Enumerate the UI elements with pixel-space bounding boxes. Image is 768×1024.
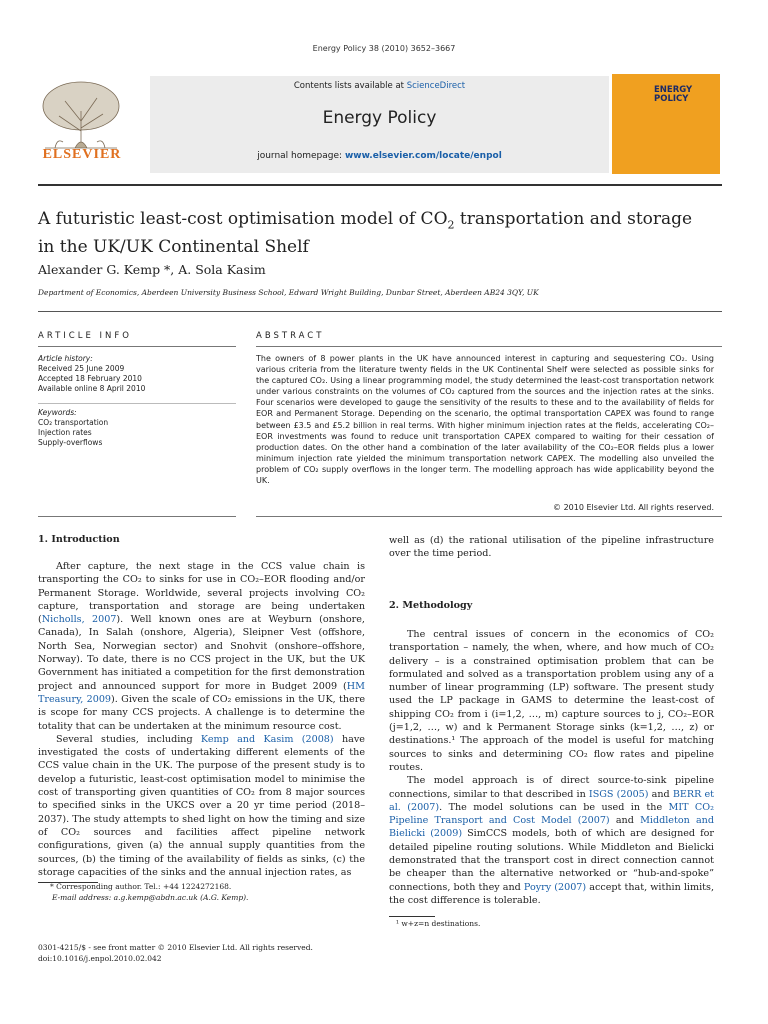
history-label: Article history: — [38, 354, 93, 363]
homepage-link[interactable]: www.elsevier.com/locate/enpol — [344, 151, 502, 161]
issn-line: 0301-4215/$ - see front matter © 2010 Elsevier Ltd. All rights reserved. — [38, 943, 313, 952]
email-address: E-mail address: a.g.kemp@abdn.ac.uk (A.G. Kemp). — [52, 893, 249, 902]
text-run: Several studies, including — [56, 733, 201, 745]
article-info-heading: ARTICLE INFO — [38, 331, 132, 341]
accepted-date: Accepted 18 February 2010 — [38, 374, 142, 383]
affiliation: Department of Economics, Aberdeen University Business School, Edward Wright Building, Dunbar Street, Aberdeen AB24 3QY, UK — [38, 288, 539, 297]
intro-paragraph-2 — [38, 733, 365, 879]
article-info-rule — [38, 346, 236, 347]
citation-link[interactable]: Middleton and Bielicki (2009) — [389, 815, 715, 840]
doi-line[interactable]: doi:10.1016/j.enpol.2010.02.042 — [38, 954, 162, 963]
citation-link[interactable]: Kemp and Kasim (2008) — [200, 733, 334, 745]
journal-cover-thumbnail — [612, 74, 720, 174]
citation-link[interactable]: HM Treasury, 2009 — [38, 680, 365, 705]
title-subscript: 2 — [447, 218, 455, 232]
right-column-continuation — [389, 534, 714, 561]
keyword: Supply-overflows — [38, 438, 103, 447]
keyword: Injection rates — [38, 428, 92, 437]
text-run: accept that, within limits, the cost difference is tolerable. — [389, 881, 714, 906]
article-history — [38, 354, 236, 394]
journal-reference: Energy Policy 38 (2010) 3652–3667 — [312, 44, 456, 53]
contents-line — [150, 81, 609, 91]
cover-title — [654, 86, 714, 104]
abstract-rule-bottom — [256, 516, 722, 517]
received-date: Received 25 June 2009 — [38, 364, 125, 373]
keywords — [38, 408, 236, 448]
keywords-label: Keywords: — [38, 408, 77, 417]
cover-title-line2: POLICY — [654, 94, 689, 104]
cover-title-line1: ENERGY — [654, 85, 693, 95]
right-column — [389, 628, 714, 907]
abstract-heading: ABSTRACT — [256, 331, 325, 341]
article-info-mid-rule — [38, 403, 236, 404]
footnote-1: ¹ w+z=n destinations. — [396, 919, 481, 928]
header-divider — [38, 184, 722, 186]
title-part2: transportation and storage — [454, 209, 693, 229]
online-date: Available online 8 April 2010 — [38, 384, 146, 393]
abstract-rule-top — [256, 346, 722, 347]
sciencedirect-link[interactable]: ScienceDirect — [406, 81, 466, 91]
article-title — [38, 208, 728, 258]
methodology-heading: 2. Methodology — [389, 600, 473, 611]
corresponding-author-footnote — [38, 881, 368, 903]
title-divider — [38, 311, 722, 312]
citation-link[interactable]: MIT CO₂ Pipeline Transport and Cost Model (2007) — [389, 801, 714, 827]
article-info-rule-bottom — [38, 516, 236, 517]
text-run: After capture, the next stage in the CCS value chain is transporting the CO₂ to sinks for use in CO₂–EOR flooding and/or Permanent Storage. Worldwide, several projects involving CO₂ capture, transportation and storage are being undertaken ( — [38, 561, 365, 626]
corresponding-author: * Corresponding author. Tel.: +44 1224272168. — [50, 882, 232, 891]
authors: Alexander G. Kemp *, A. Sola Kasim — [38, 262, 266, 277]
title-part1: A futuristic least-cost optimisation model of CO — [38, 209, 448, 229]
elsevier-wordmark: ELSEVIER — [42, 147, 122, 162]
publication-info — [38, 942, 398, 964]
keyword: CO₂ transportation — [38, 418, 109, 427]
contents-prefix: Contents lists available at — [293, 81, 407, 91]
text-run: have investigated the costs of undertaking different elements of the CCS value chain in the UK. The purpose of the present study is to develop a futuristic, least-cost optimisation model to minimise the cost of transporting given quantities of CO₂ from 8 major sources to specified sinks in the UKCS over a 20 yr time period (2018–2037). The study attempts to shed light on how the timing and size of CO₂ sources and facilities affect pipeline network configurations, given (a) the annual supply quantities from the sources, (b) the timing of the availability of fields as sinks, (c) the storage capacities of the sinks and the annual injection rates, as — [38, 733, 365, 878]
text-run: ). Well known ones are at Weyburn (onshore, Canada), In Salah (onshore, Algeria), Sleipner Vest (offshore, North Sea, Norwegian sector) and Snohvit (onshore–offshore, Norway). To date, there is no CCS project in the UK, but the UK Government has initiated a competition for the first demonstration project and announced support for more in Budget 2009 ( — [38, 614, 365, 692]
abstract-copyright: © 2010 Elsevier Ltd. All rights reserved. — [553, 503, 714, 512]
footnote-rule — [389, 916, 435, 917]
text-run: ). Given the scale of CO₂ emissions in the UK, there is scope for many CCS projects. A challenge is to determine the totality that can be undertaken at the minimum resource cost. — [38, 693, 365, 732]
homepage-prefix: journal homepage: — [257, 151, 345, 161]
intro-continuation: well as (d) the rational utilisation of the pipeline infrastructure over the time period. — [389, 535, 714, 560]
journal-name: Energy Policy — [322, 108, 437, 128]
homepage-line — [150, 151, 609, 161]
methodology-paragraph-2 — [389, 774, 714, 907]
text-run: and — [609, 815, 641, 827]
text-run: . The model solutions can be used in the — [439, 801, 669, 813]
abstract-text: The owners of 8 power plants in the UK have announced interest in capturing and sequestering CO₂. Using various criteria from the literature twenty fields in the UK Continental Shelf were selected as possible sinks for the captured CO₂. Using a linear programming model, the study determined the least-cost transportation network under various constraints on the volumes of CO₂ captured from the sources and the injection rates at the sinks. Four scenarios were developed to gauge the sensitivity of the results to these and to the availability of fields for EOR and Permanent Storage. Depending on the scenario, the optimal transportation CAPEX was found to range between £3.5 and £5.2 billion in real terms. With higher minimum injection rates at the fields, accelerating CO₂–EOR investments was found to reduce unit transportation CAPEX compared to waiting for their cessation of production dates. On the other hand a combination of the later availability of the CO₂–EOR fields plus a lower minimum injection rate yielded the minimum transportation network CAPEX. The modelling also unveiled the problem of CO₂ supply overflows in the longer term. The modelling approach has wide applicability beyond the UK. — [256, 354, 714, 486]
introduction-heading: 1. Introduction — [38, 534, 120, 545]
text-run: and — [648, 788, 673, 800]
intro-paragraph-1 — [38, 560, 365, 733]
citation-link[interactable]: BERR et al. (2007) — [389, 788, 714, 813]
text-run: SimCCS models, both of which are designed for detailed pipeline routing solutions. While Middleton and Bielicki demonstrated that the transport cost in direct connection cannot be cheaper than the alternative networked or “hub-and-spoke” connections, both they and — [389, 828, 714, 893]
citation-link[interactable]: ISGS (2005) — [588, 788, 649, 800]
text-run: The model approach is of direct source-to-sink pipeline connections, similar to that described in — [389, 775, 714, 800]
left-column — [38, 560, 365, 879]
title-line2: in the UK/UK Continental Shelf — [38, 237, 309, 258]
citation-link[interactable]: Poyry (2007) — [523, 881, 587, 893]
methodology-paragraph-1: The central issues of concern in the economics of CO₂ transportation – namely, the when, where, and how much of CO₂ delivery – is a constrained optimisation problem that can be formulated and solved as a transportation problem using any of a number of linear programming (LP) software. The present study used the LP package in GAMS to determine the least-cost of shipping CO₂ from i (i=1,2, …, m) capture sources to j, CO₂–EOR (j=1,2, …, w) and k Permanent Storage sinks (k=1,2, …, z) or destinations.¹ The approach of the model is useful for matching sources to sinks and determining CO₂ flow rates and pipeline routes. — [389, 629, 714, 773]
citation-link[interactable]: Nicholls, 2007 — [41, 614, 117, 626]
